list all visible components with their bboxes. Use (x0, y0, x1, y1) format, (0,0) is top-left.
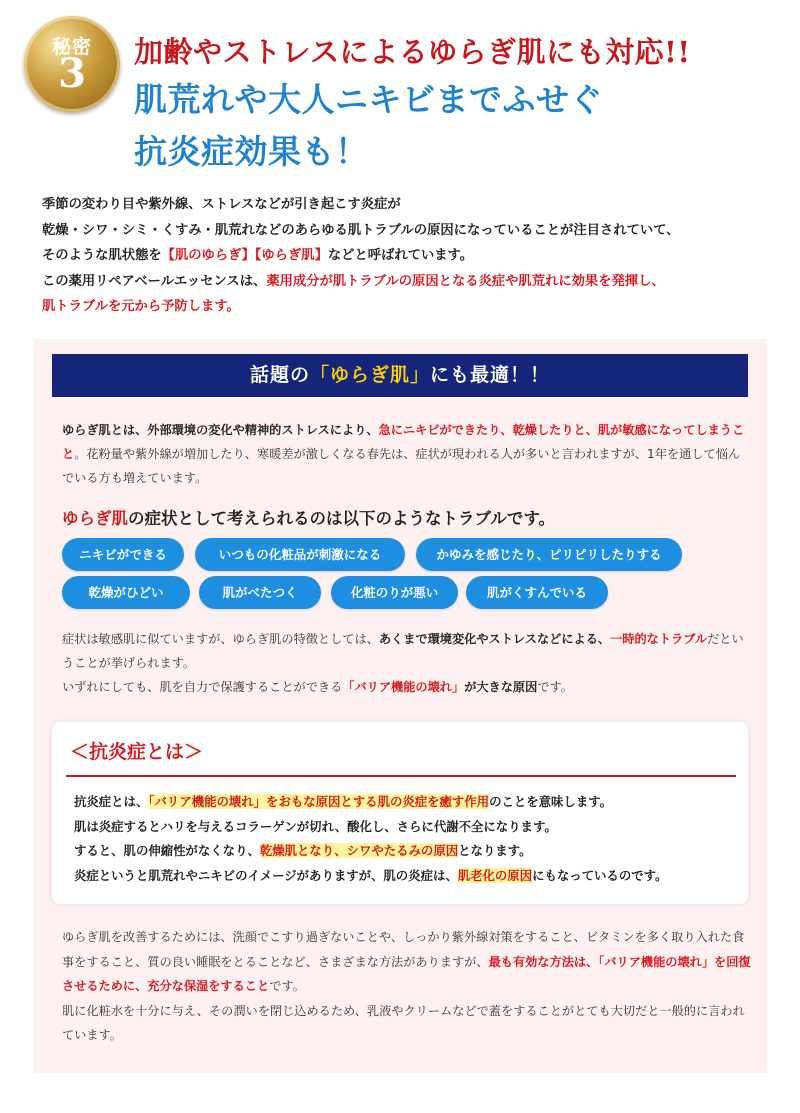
banner-text: にも最適！！ (430, 364, 551, 386)
section-banner (52, 354, 748, 397)
intro-line-1: 季節の変わり目や紫外線、ストレスなどが引き起こす炎症が (42, 197, 401, 212)
desc-highlight: 急にニキビができたり、乾燥したりと、肌が敏感になってしまうこと (62, 423, 745, 461)
card-title: ＜抗炎症とは＞ (70, 741, 204, 763)
card-highlight: 乾燥肌となり、シワやたるみの原因 (259, 843, 459, 858)
card-line-1 (74, 790, 740, 815)
desc-text: 。花粉量や紫外線が増加したり、寒暖差が激しくなる春先は、症状が現われる人が多いと言われますが、1年を通して悩んでいる方も増えています。 (62, 447, 741, 485)
intro-line-3 (42, 243, 782, 269)
card-line-3 (74, 839, 740, 864)
desc-text: ゆらぎ肌とは、外部環境の変化や精神的ストレスにより、 (62, 423, 379, 437)
card-text: となります。 (458, 843, 532, 858)
card-body (74, 790, 740, 888)
desc-text: ゆらぎ肌を改善するためには、洗顔でこすり過ぎないことや、しっかり紫外線対策をすること、ビタミンを多く取り入れた食事をすること、質の良い睡眠をとることなど、さまざまな方法がありますが、 (62, 930, 745, 969)
card-highlight: 「バリア機能の壊れ」をおもな原因とする肌の炎症を癒す作用 (148, 794, 490, 809)
intro-highlight: 薬用成分が肌トラブルの原因となる炎症や肌荒れに効果を発揮し、 (266, 273, 665, 289)
symptoms-title (62, 505, 555, 529)
symptoms-explanation (62, 627, 752, 699)
symptom-pill: 肌がくすんでいる (466, 576, 608, 609)
improvement-paragraph (62, 925, 752, 1048)
desc-highlight: 最も有効な方法は、「バリア機能の壊れ」を回復させるために、充分な保湿をすること (62, 954, 751, 993)
desc-text: です。 (537, 680, 573, 694)
card-line-2: 肌は炎症するとハリを与えるコラーゲンが切れ、酸化し、さらに代謝不全になります。 (74, 818, 557, 834)
banner-text: 話題の (249, 364, 310, 386)
headline-line-1: 加齢やストレスによるゆらぎ肌にも対応!! (134, 35, 691, 69)
badge-label: 秘密 (51, 36, 92, 58)
card-text: にもなっているのです。 (532, 867, 668, 883)
intro-line-2: 乾燥・シワ・シミ・くすみ・肌荒れなどのあらゆる肌トラブルの原因になっていることが注目されていて、 (42, 222, 680, 238)
card-line-4 (74, 864, 740, 889)
card-divider (66, 775, 736, 777)
symptom-pill: 化粧のりが悪い (331, 576, 458, 609)
yuragi-description (62, 418, 752, 490)
card-text: 抗炎症とは、 (74, 794, 149, 809)
symptoms-title-text: の症状として考えられるのは以下のようなトラブルです。 (128, 509, 556, 528)
desc-highlight: 「バリア機能の壊れ」 (342, 680, 465, 694)
card-highlight: 肌老化の原因 (457, 867, 533, 883)
symptom-pill: 乾燥がひどい (62, 576, 190, 609)
symptom-pill: 肌がべたつく (199, 576, 321, 609)
symptom-pill: ニキビができる (62, 538, 184, 571)
headline-line-2: 肌荒れや大人ニキビまでふせぐ (134, 80, 603, 119)
desc-bold: が大きな原因 (464, 680, 538, 694)
badge-number: 3 (58, 50, 86, 97)
symptom-pill: いつもの化粧品が刺激になる (195, 538, 405, 571)
symptoms-title-highlight: ゆらぎ肌 (62, 509, 128, 528)
headline-line-3: 抗炎症効果も！ (134, 132, 369, 171)
intro-highlight: 【肌のゆらぎ】【ゆらぎ肌】 (161, 248, 328, 263)
intro-line-5: 肌トラブルを元から予防します。 (42, 299, 240, 314)
intro-line-4 (42, 269, 782, 295)
desc-text: 症状は敏感肌に似ていますが、ゆらぎ肌の特徴としては、 (62, 632, 379, 646)
symptom-pill: かゆみを感じたり、ピリピリしたりする (416, 538, 682, 571)
desc-highlight: 一時的なトラブル (610, 632, 708, 646)
desc-bold: あくまで環境変化やストレスなどによる、 (378, 632, 611, 646)
banner-highlight: 「ゆらぎ肌」 (309, 364, 430, 386)
intro-paragraph (42, 192, 782, 320)
desc-text: いずれにしても、肌を自力で保護することができる (62, 680, 343, 694)
intro-text: などと呼ばれています。 (327, 248, 474, 263)
card-text: のことを意味します。 (489, 794, 613, 809)
card-text: 炎症というと肌荒れやニキビのイメージがありますが、肌の炎症は、 (74, 867, 458, 883)
desc-text: だということが挙げられます。 (62, 632, 744, 670)
card-text: すると、肌の伸縮性がなくなり、 (74, 843, 260, 858)
intro-text: そのような肌状態を (42, 248, 162, 263)
desc-text: 肌に化粧水を十分に与え、その潤いを閉じ込めるため、乳液やクリームなどで蓋をすることがとても大切だと一般的に言われています。 (62, 1003, 745, 1042)
secret-3-badge (24, 16, 120, 112)
intro-text: この薬用リペアベールエッセンスは、 (42, 273, 267, 289)
desc-text: です。 (269, 979, 305, 993)
